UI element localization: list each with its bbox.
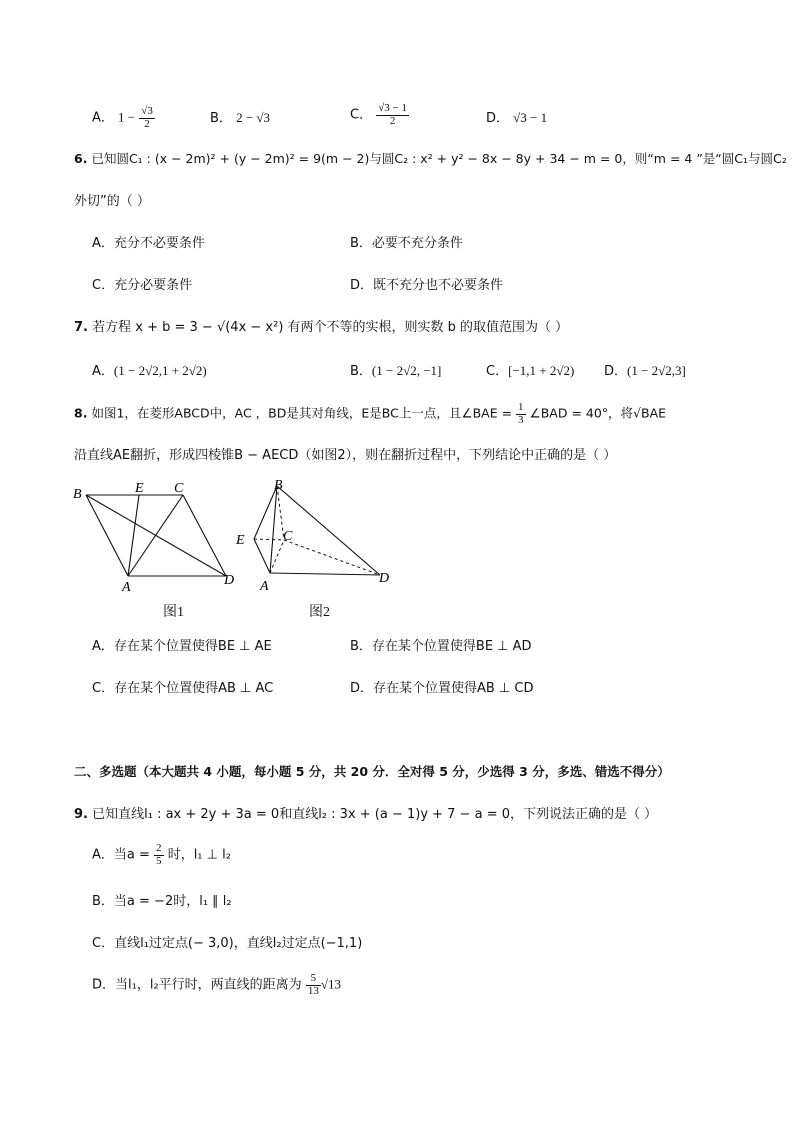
q9-option-a: A．当a = $\frac{2}{5}$ 时，l₁ ⊥ l₂	[92, 842, 231, 867]
label-c: C	[174, 481, 184, 496]
figure-1-caption: 图1	[163, 605, 184, 620]
option-label: D．	[486, 111, 510, 126]
label-e: E	[135, 481, 144, 496]
option-label: A．	[92, 110, 114, 126]
fraction: $\frac{2}{5}$	[156, 842, 162, 867]
option-value: 2 − √3	[236, 110, 271, 125]
q9-option-b: B．当a = −2时，l₁ ∥ l₂	[92, 894, 232, 909]
figure-2-pyramid	[232, 478, 402, 593]
question-number: 7.	[74, 320, 88, 335]
q5-option-a	[92, 106, 155, 130]
question-stem: 已知圆C₁ : (x − 2m)² + (y − 2m)² = 9(m − 2)与圆C₂ : x² + y² − 8x − 8y + 34 − m = 0，则“m = 4 ”是“圆C₁与圆C₂	[91, 151, 787, 166]
option-value: 1 −	[118, 109, 136, 125]
option-label: C．	[350, 107, 373, 123]
label-b: B	[274, 478, 283, 493]
label-d: D	[224, 573, 235, 588]
label-b: B	[73, 487, 82, 502]
fraction: $\frac{1}{3}$	[518, 401, 524, 426]
figure-1-rhombus	[70, 478, 240, 593]
q6-option-c: C．充分必要条件	[92, 278, 193, 293]
label-a: A	[122, 580, 131, 593]
figure-2-caption: 图2	[309, 605, 330, 620]
q8-option-c: C．存在某个位置使得AB ⊥ AC	[92, 681, 274, 696]
question-stem: 若方程 x + b = 3 − √(4x − x²) 有两个不等的实根，则实数 b 的取值范围为（ ）	[92, 320, 569, 335]
fraction: $\frac{√3}{2}$	[141, 105, 153, 130]
q7-option-a: A．(1 − 2√2,1 + 2√2)	[92, 363, 207, 379]
q6-option-b: B．必要不充分条件	[350, 236, 463, 251]
option-label: B．	[210, 111, 232, 126]
option-value: √3 − 1	[513, 110, 548, 125]
question-stem: ∠BAD = 40°，将√BAE	[529, 405, 667, 421]
q5-option-b	[210, 111, 270, 125]
q8-stem-line2	[74, 449, 616, 462]
question-stem: 外切”的（ ）	[74, 194, 150, 209]
question-stem: 如图1，在菱形ABCD中，AC ，BD是其对角线，E是BC上一点，且∠BAE =	[91, 405, 513, 421]
label-e: E	[236, 533, 245, 548]
q7-option-d: D．(1 − 2√2,3]	[604, 363, 686, 379]
q6-stem-line1	[74, 153, 787, 166]
q6-option-d: D．既不充分也不必要条件	[350, 278, 504, 293]
q8-stem-line1	[74, 402, 666, 426]
question-stem: 沿直线AE翻折，形成四棱锥B − AECD（如图2），则在翻折过程中，下列结论中正确的是（ ）	[74, 448, 617, 463]
q8-option-b: B．存在某个位置使得BE ⊥ AD	[350, 639, 532, 654]
q5-option-c	[350, 103, 409, 127]
section-heading: 二、多选题（本大题共 4 小题，每小题 5 分，共 20 分．全对得 5 分，少选得 3 分，多选、错选不得分）	[74, 764, 670, 779]
q8-option-d: D．存在某个位置使得AB ⊥ CD	[350, 681, 534, 696]
q7-option-b: B．(1 − 2√2, −1]	[350, 363, 442, 379]
fraction: $\frac{5}{13}$	[307, 972, 319, 997]
q5-option-d	[486, 111, 547, 125]
q9-stem	[74, 808, 657, 821]
question-number: 6.	[74, 151, 88, 166]
q9-option-c: C．直线l₁过定点(− 3,0)，直线l₂过定点(−1,1)	[92, 936, 363, 951]
question-stem: 已知直线l₁ : ax + 2y + 3a = 0和直线l₂ : 3x + (a − 1)y + 7 − a = 0，下列说法正确的是（ ）	[92, 807, 658, 822]
label-c: C	[283, 529, 293, 544]
q9-option-d: D．当l₁，l₂平行时，两直线的距离为 $\frac{5}{13}$ √13	[92, 972, 341, 997]
label-a: A	[260, 579, 269, 593]
fraction: $\frac{√3 - 1}{2}$	[378, 102, 407, 127]
q7-stem	[74, 321, 568, 334]
question-number: 8.	[74, 405, 88, 421]
q8-option-a: A．存在某个位置使得BE ⊥ AE	[92, 639, 272, 654]
question-number: 9.	[74, 807, 88, 822]
q6-option-a: A．充分不必要条件	[92, 236, 205, 251]
q6-stem-line2	[74, 195, 150, 208]
q7-option-c: C．[−1,1 + 2√2)	[486, 363, 575, 379]
label-d: D	[379, 571, 390, 586]
